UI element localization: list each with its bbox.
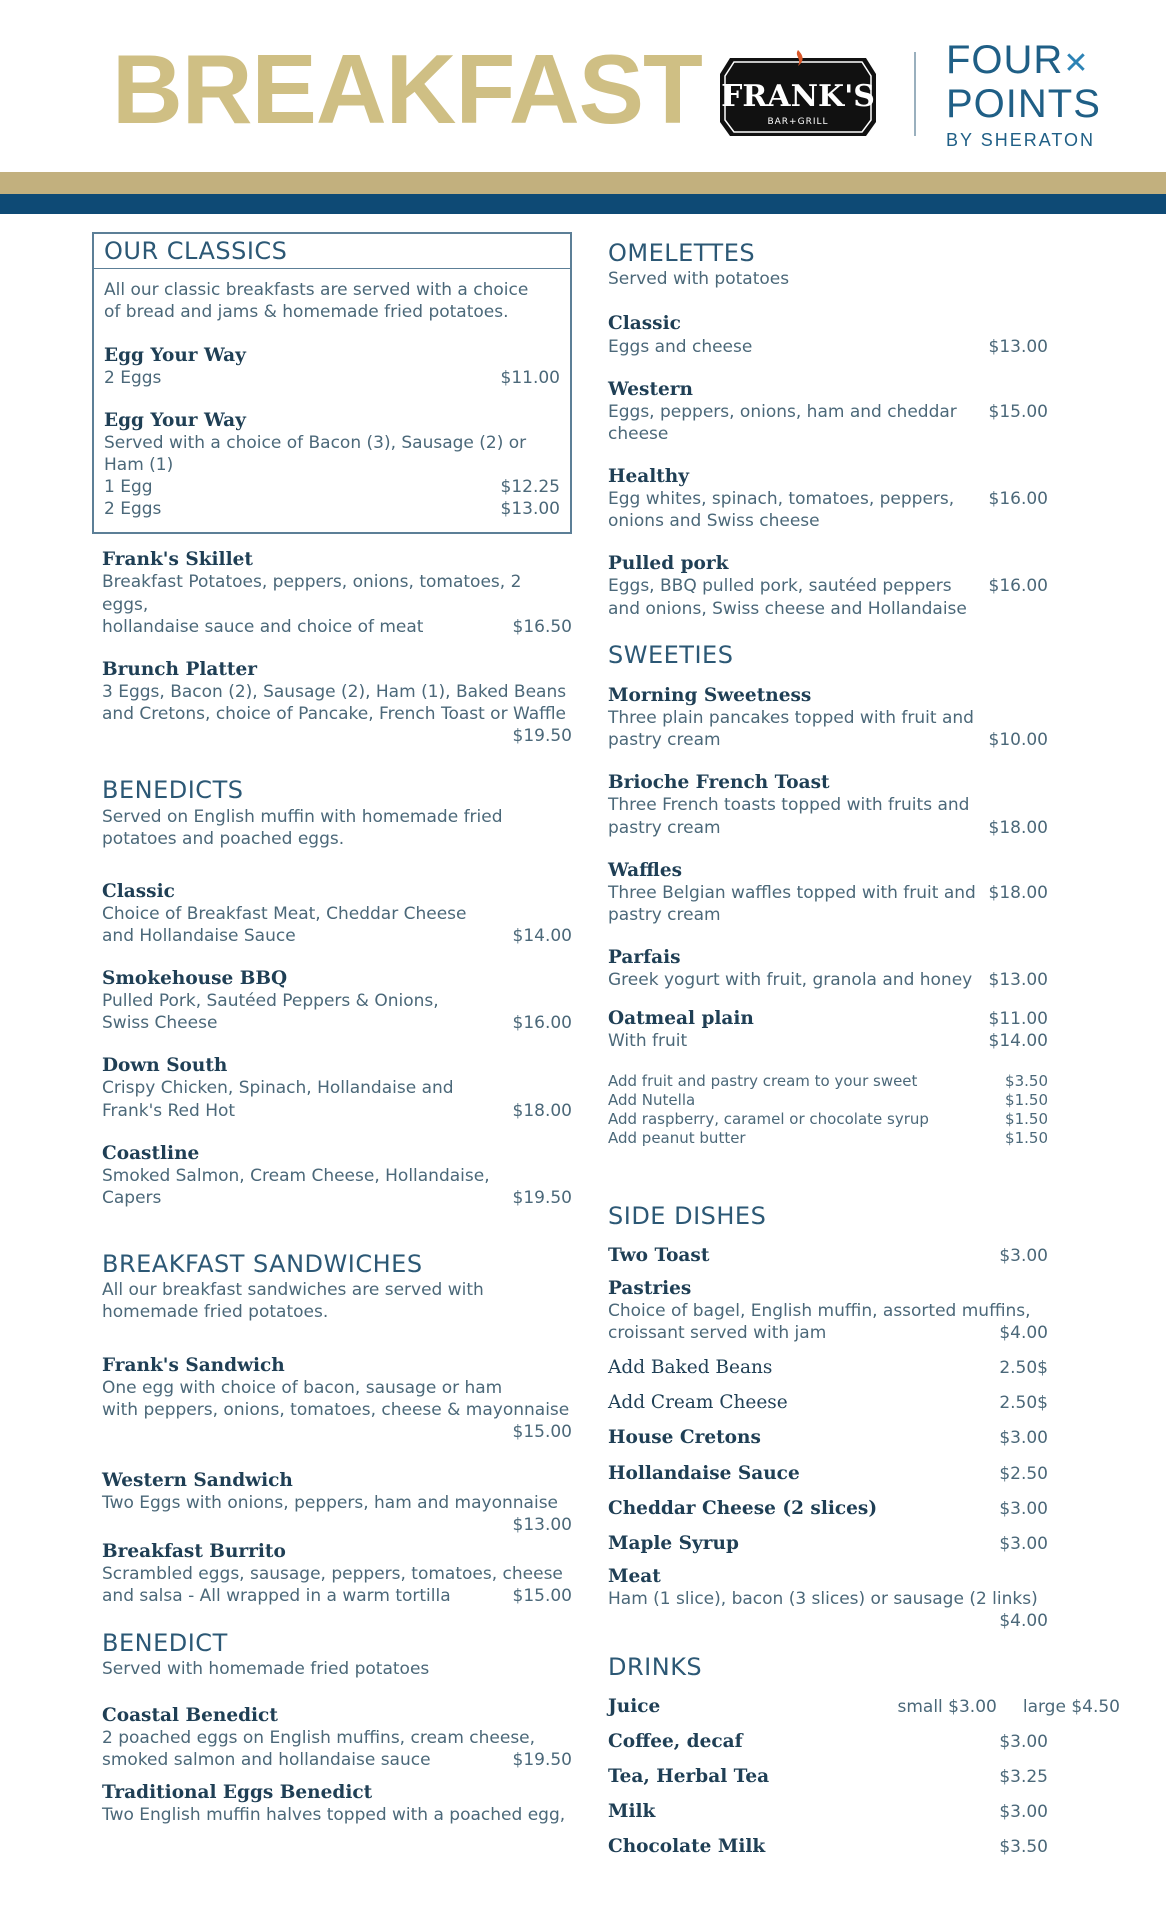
item-desc: pastry cream: [608, 817, 721, 838]
side-dishes-section: [608, 1203, 1048, 1632]
price-row: [104, 367, 560, 389]
item-desc: Three Belgian waffles topped with fruit and: [608, 882, 976, 903]
menu-item: [102, 880, 572, 947]
item-desc: With fruit: [608, 1031, 688, 1052]
price-row: [608, 729, 1048, 751]
item-price: $13.00: [988, 336, 1048, 357]
section-title: OMELETTES: [608, 239, 756, 267]
menu-item: [102, 1781, 572, 1826]
addon-price: $3.50: [1005, 1072, 1048, 1091]
item-desc: Choice of bagel, English muffin, assorted muffins,: [608, 1301, 1031, 1322]
item-desc: Egg whites, spinach, tomatoes, peppers,: [608, 489, 955, 510]
menu-item: [608, 946, 1048, 991]
menu-item: [102, 1354, 572, 1443]
item-desc: Frank's Red Hot: [102, 1100, 236, 1121]
menu-item: [608, 1277, 1048, 1344]
item-name: Down South: [102, 1055, 228, 1077]
sandwiches-section: [102, 1251, 572, 1608]
section-title: BREAKFAST SANDWICHES: [102, 1249, 423, 1278]
item-desc: Two English muffin halves topped with a poached egg,: [102, 1805, 566, 1826]
section-subtitle: Served with potatoes: [608, 269, 790, 290]
navy-band: [0, 194, 1166, 214]
item-price: $18.00: [988, 882, 1048, 903]
item-name: Frank's Sandwich: [102, 1354, 285, 1376]
classics-section: [92, 232, 572, 534]
menu-item: [608, 378, 1048, 445]
item-name: Milk: [608, 1801, 656, 1823]
item-desc: Smoked Salmon, Cream Cheese, Hollandaise,: [102, 1165, 490, 1186]
price-row: [608, 1322, 1048, 1344]
menu-item: [608, 1244, 1048, 1267]
item-price: $3.00: [999, 1802, 1048, 1823]
item-price: $13.00: [512, 1515, 572, 1536]
sweeties-section: [608, 642, 1048, 1148]
item-name: Tea, Herbal Tea: [608, 1765, 770, 1787]
price-row: [608, 575, 1048, 597]
item-desc: with peppers, onions, tomatoes, cheese & mayonnaise: [102, 1399, 570, 1420]
item-price: $16.00: [988, 576, 1048, 597]
item-desc: 3 Eggs, Bacon (2), Sausage (2), Ham (1), Baked Beans: [102, 681, 567, 702]
item-desc: pastry cream: [608, 730, 721, 751]
item-desc: Breakfast Potatoes, peppers, onions, tomatoes, 2 eggs,: [102, 572, 522, 615]
item-price: $19.50: [512, 1187, 572, 1208]
item-desc: and Hollandaise Sauce: [102, 925, 296, 946]
item-price: $3.00: [999, 1498, 1048, 1519]
menu-item: [608, 859, 1048, 926]
left-column: [92, 232, 572, 1849]
item-price: 2.50$: [999, 1358, 1048, 1379]
item-price: $3.50: [999, 1837, 1048, 1858]
item-price: $13.00: [988, 970, 1048, 991]
menu-item: [608, 1497, 1048, 1520]
menu-header: [0, 0, 1166, 170]
menu-item: [102, 1540, 572, 1607]
addon-label: Add fruit and pastry cream to your sweet: [608, 1072, 918, 1091]
four-points-line2: POINTS: [946, 82, 1101, 126]
section-title: BENEDICTS: [102, 776, 244, 805]
item-desc: Pulled Pork, Sautéed Peppers & Onions,: [102, 991, 439, 1012]
section-subtitle: All our classic breakfasts are served with a choice of bread and jams & homemade fried potatoes.: [104, 280, 529, 323]
menu-item: [608, 1532, 1048, 1555]
addon-price: $1.50: [1005, 1091, 1048, 1110]
price-row: [102, 1749, 572, 1771]
drinks-section: [608, 1653, 1120, 1858]
section-subtitle: Served with homemade fried potatoes: [102, 1658, 430, 1679]
item-price: $19.50: [512, 726, 572, 747]
franks-logo-tagline: BAR+GRILL: [767, 117, 829, 127]
section-title: SIDE DISHES: [608, 1202, 767, 1231]
page-title: BREAKFAST: [112, 34, 702, 144]
item-desc: Served with a choice of Bacon (3), Sausage (2) or Ham (1): [104, 432, 527, 476]
item-price: $3.25: [999, 1766, 1048, 1787]
item-option: 1 Egg: [104, 477, 153, 498]
addon-price: $1.50: [1005, 1109, 1048, 1128]
section-subtitle: Served on English muffin with homemade fried potatoes and poached eggs.: [102, 806, 503, 849]
menu-item: [102, 658, 572, 747]
item-desc: Greek yogurt with fruit, granola and honey: [608, 970, 973, 991]
menu-item: [608, 1565, 1048, 1632]
menu-item: [608, 771, 1048, 838]
addon-row: [608, 1091, 1048, 1110]
item-price: $16.00: [988, 489, 1048, 510]
item-desc: Swiss Cheese: [102, 1013, 218, 1034]
item-price: $3.00: [999, 1245, 1048, 1266]
item-price: $4.00: [999, 1323, 1048, 1344]
item-price: $3.00: [999, 1428, 1048, 1449]
menu-item: [608, 465, 1048, 532]
addon-row: [608, 1072, 1048, 1091]
menu-item: [102, 548, 572, 637]
item-price: $2.50: [999, 1463, 1048, 1484]
item-name: Breakfast Burrito: [102, 1541, 286, 1563]
item-price: $12.25: [500, 477, 560, 498]
item-desc: Three plain pancakes topped with fruit and: [608, 708, 974, 729]
item-desc: cheese: [608, 423, 669, 444]
item-name: Meat: [608, 1565, 661, 1587]
menu-item: [608, 1356, 1048, 1379]
price-row: [608, 1030, 1048, 1052]
item-price: $18.00: [512, 1100, 572, 1121]
price-row: [102, 1585, 572, 1607]
price-row: [608, 882, 1048, 904]
menu-item: [608, 1765, 1048, 1788]
item-name: Pastries: [608, 1277, 692, 1299]
section-title: DRINKS: [608, 1653, 703, 1682]
four-points-line3: BY SHERATON: [946, 130, 1096, 150]
item-price: $4.00: [999, 1611, 1048, 1632]
item-price: $18.00: [988, 817, 1048, 838]
item-name: Morning Sweetness: [608, 685, 812, 707]
item-option: 2 Eggs: [104, 367, 162, 388]
item-price: $3.00: [999, 1731, 1048, 1752]
item-name: Chocolate Milk: [608, 1836, 766, 1858]
menu-item: [608, 312, 1048, 357]
item-price: $10.00: [988, 730, 1048, 751]
menu-item: [102, 1469, 572, 1536]
item-name: Brunch Platter: [102, 658, 257, 680]
section-title: OUR CLASSICS: [94, 234, 570, 269]
item-name: Egg Your Way: [104, 409, 246, 431]
item-name: Pulled pork: [608, 553, 729, 575]
item-desc: Crispy Chicken, Spinach, Hollandaise and: [102, 1078, 454, 1099]
item-price: $13.00: [500, 499, 560, 520]
item-name: Cheddar Cheese (2 slices): [608, 1497, 878, 1519]
benedicts-section: [102, 777, 572, 1209]
item-desc: Eggs, BBQ pulled pork, sautéed peppers: [608, 576, 952, 597]
item-desc: Two Eggs with onions, peppers, ham and mayonnaise: [102, 1493, 559, 1514]
item-desc: Three French toasts topped with fruits and: [608, 795, 970, 816]
item-price: $14.00: [512, 925, 572, 946]
item-price-large: large $4.50: [1022, 1696, 1120, 1717]
item-name: Oatmeal plain: [608, 1008, 754, 1030]
item-desc: Choice of Breakfast Meat, Cheddar Cheese: [102, 903, 467, 924]
franks-logo-name: FRANK'S: [721, 79, 875, 114]
logo-divider: [914, 52, 916, 136]
franks-logo: [716, 44, 880, 144]
price-row: [104, 476, 560, 498]
menu-item: [104, 344, 560, 389]
section-title: SWEETIES: [608, 640, 734, 669]
item-name: Parfais: [608, 946, 681, 968]
omelettes-section: [608, 240, 1048, 620]
item-name: Traditional Eggs Benedict: [102, 1782, 373, 1804]
right-column: [608, 232, 1120, 1880]
price-row: [608, 488, 1048, 510]
item-price: $15.00: [988, 401, 1048, 422]
item-name: Add Baked Beans: [608, 1357, 773, 1379]
addon-label: Add raspberry, caramel or chocolate syrup: [608, 1109, 929, 1128]
item-price: $15.00: [512, 1586, 572, 1607]
menu-item: [102, 1142, 572, 1209]
price-row: [102, 1100, 572, 1122]
item-name: Coastline: [102, 1142, 200, 1164]
four-points-line1: FOUR: [946, 38, 1064, 82]
addon-row: [608, 1110, 1048, 1129]
item-desc: pastry cream: [608, 904, 721, 925]
item-name: House Cretons: [608, 1427, 761, 1449]
item-desc: smoked salmon and hollandaise sauce: [102, 1750, 431, 1771]
item-desc: and salsa - All wrapped in a warm tortilla: [102, 1586, 451, 1607]
menu-item: [608, 1462, 1048, 1485]
addon-label: Add Nutella: [608, 1091, 696, 1110]
price-row: [102, 925, 572, 947]
item-name: Coastal Benedict: [102, 1705, 278, 1727]
menu-item: [102, 967, 572, 1034]
menu-item: [608, 552, 1048, 619]
price-row: [608, 969, 1048, 991]
item-price: $19.50: [512, 1750, 572, 1771]
four-points-logo: [946, 40, 1101, 151]
item-name: Classic: [608, 313, 681, 335]
menu-item: [102, 1704, 572, 1771]
item-name: Healthy: [608, 466, 690, 488]
menu-item: [608, 1800, 1048, 1823]
menu-item: [608, 1730, 1048, 1753]
item-desc: Scrambled eggs, sausage, peppers, tomatoes, cheese: [102, 1564, 563, 1585]
item-price: $3.00: [999, 1533, 1048, 1554]
benedict-section: [102, 1630, 572, 1827]
menu-item: [102, 1054, 572, 1121]
item-price: 2.50$: [999, 1393, 1048, 1414]
menu-item: [608, 1695, 1120, 1718]
item-name: Two Toast: [608, 1244, 710, 1266]
price-row: [102, 1187, 572, 1209]
item-desc: Capers: [102, 1187, 162, 1208]
item-name: Egg Your Way: [104, 344, 246, 366]
section-subtitle: All our breakfast sandwiches are served with homemade fried potatoes.: [102, 1280, 484, 1323]
item-price: $15.00: [512, 1421, 572, 1442]
item-name: Classic: [102, 880, 175, 902]
item-desc: hollandaise sauce and choice of meat: [102, 616, 424, 637]
item-desc: Eggs, peppers, onions, ham and cheddar: [608, 401, 957, 422]
item-price: $16.50: [512, 616, 572, 637]
item-price: $14.00: [988, 1031, 1048, 1052]
item-name: Maple Syrup: [608, 1532, 739, 1554]
price-row: [102, 616, 572, 638]
addons-list: [608, 1072, 1048, 1147]
price-row: [104, 498, 560, 520]
item-name: Brioche French Toast: [608, 772, 830, 794]
menu-item: [608, 1391, 1048, 1414]
item-name: Coffee, decaf: [608, 1730, 743, 1752]
menu-item: [608, 1426, 1048, 1449]
item-price-small: small $3.00: [897, 1696, 997, 1717]
item-price: $11.00: [500, 367, 560, 388]
item-desc: and onions, Swiss cheese and Hollandaise: [608, 598, 967, 619]
item-desc: 2 poached eggs on English muffins, cream cheese,: [102, 1728, 536, 1749]
gold-band: [0, 172, 1166, 194]
item-name: Frank's Skillet: [102, 549, 253, 571]
item-desc: croissant served with jam: [608, 1323, 827, 1344]
item-option: 2 Eggs: [104, 499, 162, 520]
price-row: [608, 401, 1048, 423]
item-price: $11.00: [988, 1009, 1048, 1030]
item-desc: onions and Swiss cheese: [608, 511, 820, 532]
item-name: Add Cream Cheese: [608, 1392, 788, 1414]
item-desc: One egg with choice of bacon, sausage or ham: [102, 1377, 503, 1398]
item-price: $16.00: [512, 1013, 572, 1034]
addon-row: [608, 1129, 1048, 1148]
item-name: Hollandaise Sauce: [608, 1462, 800, 1484]
item-name: Waffles: [608, 859, 682, 881]
menu-item: [608, 1007, 1048, 1052]
menu-item: [104, 409, 560, 521]
item-desc: Ham (1 slice), bacon (3 slices) or sausage (2 links): [608, 1589, 1038, 1610]
item-name: Juice: [608, 1695, 661, 1717]
price-row: [608, 336, 1048, 358]
item-desc: and Cretons, choice of Pancake, French Toast or Waffle: [102, 703, 567, 724]
item-name: Western: [608, 378, 693, 400]
item-name: Smokehouse BBQ: [102, 968, 288, 989]
price-row: [608, 817, 1048, 839]
addon-label: Add peanut butter: [608, 1128, 746, 1147]
section-title: BENEDICT: [102, 1628, 228, 1657]
four-points-mark-icon: ✕: [1063, 47, 1090, 80]
menu-item: [608, 1835, 1048, 1858]
item-name: Western Sandwich: [102, 1469, 293, 1491]
item-desc: Eggs and cheese: [608, 336, 753, 357]
menu-item: [608, 684, 1048, 751]
price-row: [102, 1012, 572, 1034]
addon-price: $1.50: [1005, 1128, 1048, 1147]
